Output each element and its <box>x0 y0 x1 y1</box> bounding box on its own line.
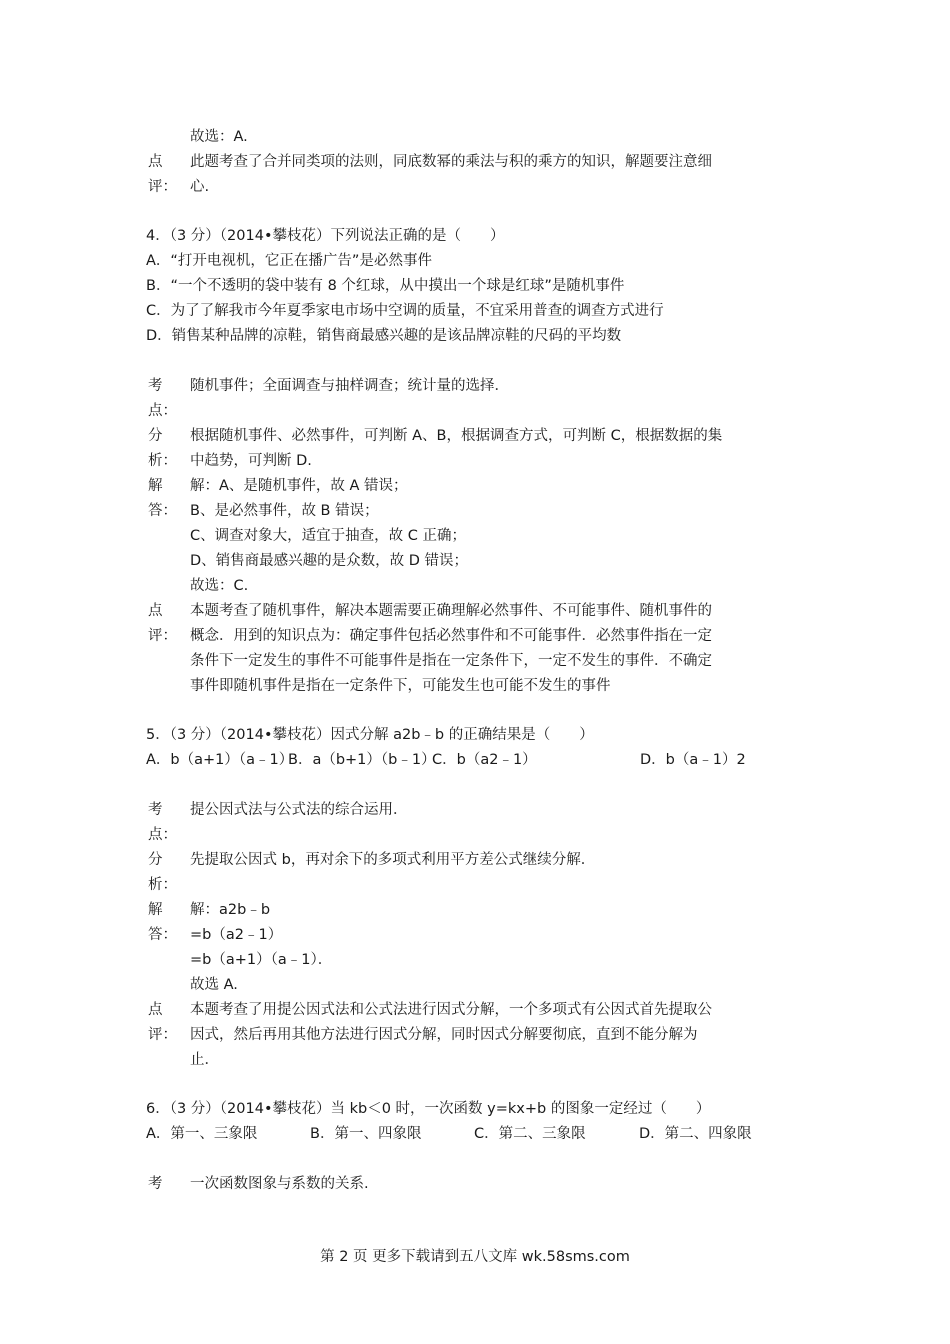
page-footer: 第 2 页 更多下载请到五八文库 wk.58sms.com <box>320 1249 630 1265</box>
q4-kaodian: 随机事件；全面调查与抽样调查；统计量的选择． <box>190 378 509 394</box>
q5-kaodian-label-1: 考 <box>148 802 163 818</box>
q4-stem: 4．（3 分）（2014•攀枝花）下列说法正确的是（ ） <box>146 228 505 244</box>
q4-dianping-label-1: 点 <box>148 603 163 619</box>
q4-fenxi-label-1: 分 <box>148 428 163 444</box>
q4-dianping-line: 条件下一定发生的事件不可能事件是指在一定条件下，一定不发生的事件．不确定 <box>190 653 712 669</box>
q3-review-line: 此题考查了合并同类项的法则，同底数幂的乘法与积的乘方的知识，解题要注意细 <box>190 154 712 170</box>
q4-fenxi-line: 根据随机事件、必然事件，可判断 A、B，根据调查方式，可判断 C，根据数据的集 <box>190 428 723 444</box>
q3-review-label-1: 点 <box>148 154 163 170</box>
q5-fenxi: 先提取公因式 b，再对余下的多项式利用平方差公式继续分解． <box>190 852 596 868</box>
q5-option-c: C．b（a2﹣1） <box>432 752 537 768</box>
q3-conclusion: 故选：A. <box>190 129 248 145</box>
q6-option-b: B．第一、四象限 <box>310 1126 422 1142</box>
q4-jieda-label-1: 解 <box>148 478 163 494</box>
q4-fenxi-label-2: 析： <box>148 453 177 469</box>
q3-review-line: 心. <box>190 179 210 195</box>
q6-option-a: A．第一、三象限 <box>146 1126 258 1142</box>
q5-dianping-line: 因式，然后再用其他方法进行因式分解，同时因式分解要彻底，直到不能分解为 <box>190 1027 698 1043</box>
q5-jieda-line: 解：a2b﹣b <box>190 902 271 918</box>
q5-jieda-label-2: 答： <box>148 927 177 943</box>
q5-kaodian-label-2: 点： <box>148 827 177 843</box>
q5-option-b: B．a（b+1）（b﹣1） <box>288 752 436 768</box>
q5-jieda-line: =b（a+1）（a﹣1）． <box>190 952 333 968</box>
q4-jieda-line: D、销售商最感兴趣的是众数，故 D 错误； <box>190 553 469 569</box>
q4-option-a: A．“打开电视机，它正在播广告”是必然事件 <box>146 253 432 269</box>
q4-jieda-line: 解：A、是随机事件，故 A 错误； <box>190 478 408 494</box>
q4-jieda-line: C、调查对象大，适宜于抽查，故 C 正确； <box>190 528 466 544</box>
q6-kaodian: 一次函数图象与系数的关系. <box>190 1176 369 1192</box>
q4-dianping-line: 事件即随机事件是指在一定条件下，可能发生也可能不发生的事件 <box>190 678 611 694</box>
q5-stem: 5．（3 分）（2014•攀枝花）因式分解 a2b﹣b 的正确结果是（ ） <box>146 727 594 743</box>
q5-option-d: D．b（a﹣1）2 <box>640 752 746 768</box>
q5-dianping-line: 本题考查了用提公因式法和公式法进行因式分解，一个多项式有公因式首先提取公 <box>190 1002 712 1018</box>
q4-dianping-line: 概念．用到的知识点为：确定事件包括必然事件和不可能事件．必然事件指在一定 <box>190 628 712 644</box>
q4-jieda-line: 故选：C. <box>190 578 249 594</box>
q4-option-c: C．为了了解我市今年夏季家电市场中空调的质量，不宜采用普查的调查方式进行 <box>146 303 664 319</box>
q5-jieda-line: =b（a2﹣1） <box>190 927 283 943</box>
q5-kaodian: 提公因式法与公式法的综合运用． <box>190 802 408 818</box>
q4-jieda-line: B、是必然事件，故 B 错误； <box>190 503 379 519</box>
q6-stem: 6．（3 分）（2014•攀枝花）当 kb＜0 时，一次函数 y=kx+b 的图象一定经过（ ） <box>146 1101 711 1117</box>
q4-jieda-label-2: 答： <box>148 503 177 519</box>
q4-kaodian-label-1: 考 <box>148 378 163 394</box>
q4-dianping-line: 本题考查了随机事件，解决本题需要正确理解必然事件、不可能事件、随机事件的 <box>190 603 712 619</box>
q5-dianping-label-2: 评： <box>148 1027 177 1043</box>
q6-kaodian-label: 考 <box>148 1176 163 1192</box>
q5-jieda-line: 故选 A. <box>190 977 238 993</box>
q6-option-d: D．第二、四象限 <box>639 1126 752 1142</box>
q3-review-label-2: 评： <box>148 179 177 195</box>
q5-option-a: A．b（a+1）（a﹣1） <box>146 752 294 768</box>
q4-option-b: B．“一个不透明的袋中装有 8 个红球，从中摸出一个球是红球”是随机事件 <box>146 278 625 294</box>
q5-jieda-label-1: 解 <box>148 902 163 918</box>
q4-fenxi-line: 中趋势，可判断 D. <box>190 453 312 469</box>
q4-kaodian-label-2: 点： <box>148 403 177 419</box>
q4-dianping-label-2: 评： <box>148 628 177 644</box>
q5-fenxi-label-1: 分 <box>148 852 163 868</box>
q5-fenxi-label-2: 析： <box>148 877 177 893</box>
q6-option-c: C．第二、三象限 <box>474 1126 586 1142</box>
q5-dianping-line: 止． <box>190 1052 219 1068</box>
q4-option-d: D．销售某种品牌的凉鞋，销售商最感兴趣的是该品牌凉鞋的尺码的平均数 <box>146 328 622 344</box>
q5-dianping-label-1: 点 <box>148 1002 163 1018</box>
